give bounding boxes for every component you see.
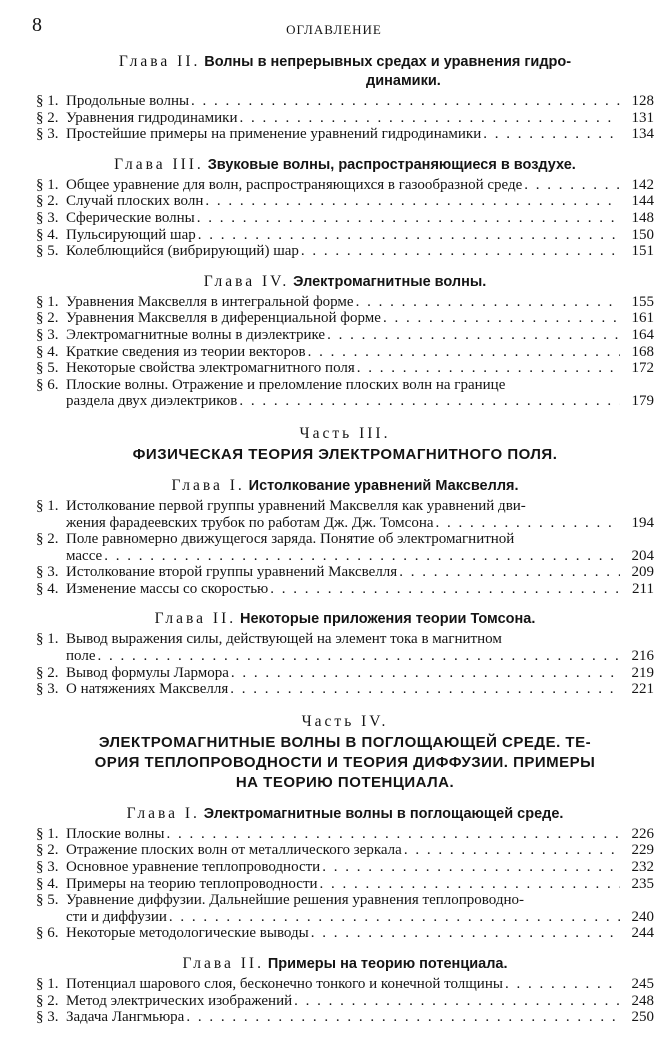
section-title: Вывод формулы Лармора — [66, 664, 229, 681]
page-ref: 164 — [631, 326, 654, 343]
section-title-continued: массе — [66, 547, 103, 564]
section-number: § 4. — [36, 343, 59, 360]
section-number: § 2. — [36, 531, 59, 548]
page-ref: 151 — [631, 243, 654, 260]
section-title: Уравнение диффузии. Дальнейшие решения уравнения теплопроводно- — [66, 892, 525, 909]
section-number: § 4. — [36, 580, 59, 597]
chapter-title-continued: динамики. — [366, 73, 441, 89]
page-ref: 142 — [631, 176, 654, 193]
section-title: Истолкование первой группы уравнений Максвелля как уравнений дви- — [66, 497, 526, 514]
section-number: § 1. — [36, 497, 59, 514]
toc-entry — [36, 681, 654, 698]
table-of-contents — [36, 46, 654, 1026]
section-number: § 3. — [36, 126, 59, 143]
section-title-continued: поле — [66, 648, 96, 665]
section-number: § 3. — [36, 681, 59, 698]
section-number: § 3. — [36, 326, 59, 343]
section-title: Некоторые свойства электромагнитного поля — [66, 360, 355, 377]
toc-entry — [36, 892, 654, 925]
page-ref: 235 — [631, 875, 654, 892]
section-number: § 2. — [36, 193, 59, 210]
toc-entry — [36, 993, 654, 1010]
page-ref: 244 — [631, 925, 654, 942]
toc-entry — [36, 177, 654, 194]
section-number: § 1. — [36, 93, 59, 109]
page-ref: 245 — [631, 976, 654, 992]
section-number: § 5. — [36, 892, 59, 909]
toc-entry — [36, 976, 654, 993]
leader-dots — [356, 294, 620, 311]
page-number: 8 — [32, 14, 42, 36]
chapter-heading — [36, 954, 654, 974]
section-title-continued: сти и диффузии — [66, 908, 167, 925]
toc-entry — [36, 93, 654, 110]
part-title: ЭЛЕКТРОМАГНИТНЫЕ ВОЛНЫ В ПОГЛОЩАЮЩЕЙ СРЕДЕ. ТЕ- — [98, 733, 592, 751]
toc-entry — [36, 243, 654, 260]
page-ref: 211 — [632, 580, 654, 597]
page-ref: 248 — [631, 992, 654, 1009]
section-title: Поле равномерно движущегося заряда. Понятие об электромагнитной — [66, 531, 515, 548]
leader-dots — [301, 243, 620, 260]
chapter-title: Электромагнитные волны в поглощающей среде. — [203, 805, 564, 822]
section-title: Случай плоских волн — [66, 193, 204, 210]
page-ref: 172 — [631, 360, 654, 377]
leader-dots — [231, 665, 620, 682]
page-ref: 240 — [631, 908, 654, 925]
leader-dots — [239, 393, 620, 410]
leader-dots — [294, 993, 620, 1010]
section-number: § 3. — [36, 1009, 59, 1026]
toc-entry — [36, 876, 654, 893]
chapter-title: Истолкование уравнений Максвелля. — [248, 477, 519, 494]
section-title: Вывод выражения силы, действующей на элемент тока в магнитном — [66, 631, 502, 648]
section-number: § 3. — [36, 859, 59, 876]
section-number: § 2. — [36, 109, 59, 126]
chapter-label: Глава III. — [114, 155, 204, 173]
page-ref: 134 — [631, 126, 654, 143]
toc-entry — [36, 859, 654, 876]
page-ref: 226 — [631, 825, 654, 842]
chapter-label: Глава II. — [118, 53, 201, 70]
section-title: Примеры на теорию теплопроводности — [66, 875, 318, 892]
page-ref: 216 — [631, 648, 654, 665]
page-ref: 168 — [631, 343, 654, 360]
chapter-heading — [36, 804, 654, 824]
leader-dots — [327, 327, 620, 344]
section-number: § 2. — [36, 664, 59, 681]
toc-entry — [36, 925, 654, 942]
section-number: § 2. — [36, 842, 59, 859]
page-ref: 161 — [631, 310, 654, 327]
section-number: § 5. — [36, 243, 59, 260]
page-ref: 229 — [631, 842, 654, 859]
section-number: § 5. — [36, 360, 59, 377]
toc-entry — [36, 581, 654, 598]
chapter-title: Звуковые волны, распространяющиеся в воздухе. — [207, 156, 576, 173]
section-title: Плоские волны. Отражение и преломление плоских волн на границе — [66, 376, 506, 393]
section-title: Отражение плоских волн от металлического зеркала — [66, 842, 402, 859]
leader-dots — [270, 581, 620, 598]
toc-entry — [36, 842, 654, 859]
chapter-label: Глава I. — [171, 476, 245, 494]
chapter-heading — [36, 476, 654, 496]
toc-entry — [36, 126, 654, 143]
toc-entry — [36, 1009, 654, 1026]
section-title-continued: жения фарадеевских трубок по работам Дж. Дж. Томсона — [66, 514, 434, 531]
section-title: Уравнения Максвелля в интегральной форме — [66, 293, 354, 310]
chapter-heading — [36, 52, 654, 91]
part-label: Часть III. — [299, 424, 391, 442]
leader-dots — [97, 648, 620, 665]
leader-dots — [383, 310, 620, 327]
toc-entry — [36, 498, 654, 531]
section-title: Пульсирующий шар — [66, 226, 196, 243]
leader-dots — [197, 210, 620, 227]
section-title: Истолкование второй группы уравнений Максвелля — [66, 564, 398, 581]
page-ref: 232 — [631, 859, 654, 876]
toc-entry — [36, 377, 654, 410]
section-title: Потенциал шарового слоя, бесконечно тонкого и конечной толщины — [66, 976, 503, 992]
section-number: § 1. — [36, 631, 59, 648]
part-label: Часть IV. — [301, 712, 389, 730]
part-title: НА ТЕОРИЮ ПОТЕНЦИАЛА. — [235, 773, 455, 791]
leader-dots — [399, 564, 620, 581]
section-title: Сферические волны — [66, 209, 195, 226]
page-ref: 204 — [631, 547, 654, 564]
section-title-continued: раздела двух диэлектриков — [66, 393, 238, 410]
page-ref: 179 — [631, 393, 654, 410]
leader-dots — [311, 925, 620, 942]
page-ref: 128 — [631, 93, 654, 109]
toc-entry — [36, 310, 654, 327]
chapter-title: Некоторые приложения теории Томсона. — [239, 611, 536, 628]
section-title: Простейшие примеры на применение уравнений гидродинамики — [66, 126, 482, 143]
leader-dots — [308, 344, 620, 361]
section-title: Продольные волны — [66, 93, 190, 109]
toc-entry — [36, 327, 654, 344]
section-title: Метод электрических изображений — [66, 992, 293, 1009]
section-number: § 1. — [36, 293, 59, 310]
section-number: § 1. — [36, 976, 59, 992]
page-ref: 221 — [631, 681, 654, 698]
leader-dots — [166, 826, 620, 843]
section-number: § 3. — [36, 564, 59, 581]
chapter-label: Глава I. — [126, 804, 200, 822]
toc-entry — [36, 193, 654, 210]
toc-entry — [36, 294, 654, 311]
page-ref: 131 — [631, 109, 654, 126]
toc-entry — [36, 360, 654, 377]
leader-dots — [198, 227, 620, 244]
section-title: Колеблющийся (вибрирующий) шар — [66, 243, 299, 260]
page-ref: 250 — [631, 1009, 654, 1026]
section-number: § 4. — [36, 875, 59, 892]
leader-dots — [505, 976, 620, 993]
leader-dots — [240, 110, 621, 127]
section-title: Некоторые методологические выводы — [66, 925, 309, 942]
page-ref: 194 — [631, 514, 654, 531]
toc-entry — [36, 110, 654, 127]
page-ref: 219 — [631, 664, 654, 681]
leader-dots — [357, 360, 620, 377]
leader-dots — [322, 859, 620, 876]
toc-entry — [36, 826, 654, 843]
section-title: Электромагнитные волны в диэлектрике — [66, 326, 326, 343]
chapter-title: Электромагнитные волны. — [293, 273, 487, 290]
toc-entry — [36, 631, 654, 664]
section-title: Изменение массы со скоростью — [66, 580, 269, 597]
leader-dots — [205, 193, 620, 210]
section-title: О натяжениях Максвелля — [66, 681, 229, 698]
leader-dots — [404, 842, 620, 859]
leader-dots — [186, 1009, 620, 1026]
toc-entry — [36, 344, 654, 361]
section-number: § 6. — [36, 925, 59, 942]
section-number: § 1. — [36, 176, 59, 193]
leader-dots — [104, 548, 620, 565]
section-title: Общее уравнение для волн, распространяющихся в газообразной среде — [66, 176, 523, 193]
part-title: ОРИЯ ТЕПЛОПРОВОДНОСТИ И ТЕОРИЯ ДИФФУЗИИ. ПРИМЕРЫ — [94, 753, 596, 771]
toc-entry — [36, 665, 654, 682]
section-number: § 4. — [36, 226, 59, 243]
chapter-label: Глава IV. — [203, 272, 290, 290]
section-number: § 1. — [36, 825, 59, 842]
section-title: Задача Лангмьюра — [66, 1009, 185, 1026]
section-title: Плоские волны — [66, 825, 165, 842]
chapter-heading — [36, 272, 654, 292]
chapter-label: Глава II. — [182, 955, 264, 972]
page-ref: 155 — [631, 293, 654, 310]
section-title: Основное уравнение теплопроводности — [66, 859, 321, 876]
section-title: Уравнения Максвелля в диференциальной форме — [66, 310, 381, 327]
toc-entry — [36, 531, 654, 564]
section-title: Уравнения гидродинамики — [66, 109, 238, 126]
leader-dots — [230, 681, 620, 698]
section-title: Краткие сведения из теории векторов — [66, 343, 306, 360]
toc-entry — [36, 210, 654, 227]
chapter-heading — [36, 609, 654, 629]
section-number: § 6. — [36, 376, 59, 393]
section-number: § 2. — [36, 992, 59, 1009]
page-ref: 144 — [631, 193, 654, 210]
page-ref: 209 — [631, 564, 654, 581]
page-ref: 148 — [631, 209, 654, 226]
chapter-label: Глава II. — [154, 610, 237, 628]
toc-entry — [36, 564, 654, 581]
leader-dots — [169, 909, 620, 926]
chapter-title: Волны в непрерывных средах и уравнения гидро- — [204, 54, 572, 70]
section-number: § 2. — [36, 310, 59, 327]
leader-dots — [483, 126, 620, 143]
section-number: § 3. — [36, 209, 59, 226]
leader-dots — [524, 177, 620, 194]
running-head: ОГЛАВЛЕНИЕ — [286, 22, 382, 37]
leader-dots — [320, 876, 620, 893]
leader-dots — [191, 93, 620, 110]
chapter-heading — [36, 155, 654, 175]
page-ref: 150 — [631, 226, 654, 243]
part-title: ФИЗИЧЕСКАЯ ТЕОРИЯ ЭЛЕКТРОМАГНИТНОГО ПОЛЯ. — [132, 445, 558, 463]
toc-entry — [36, 227, 654, 244]
leader-dots — [436, 515, 620, 532]
chapter-title: Примеры на теорию потенциала. — [267, 956, 508, 972]
